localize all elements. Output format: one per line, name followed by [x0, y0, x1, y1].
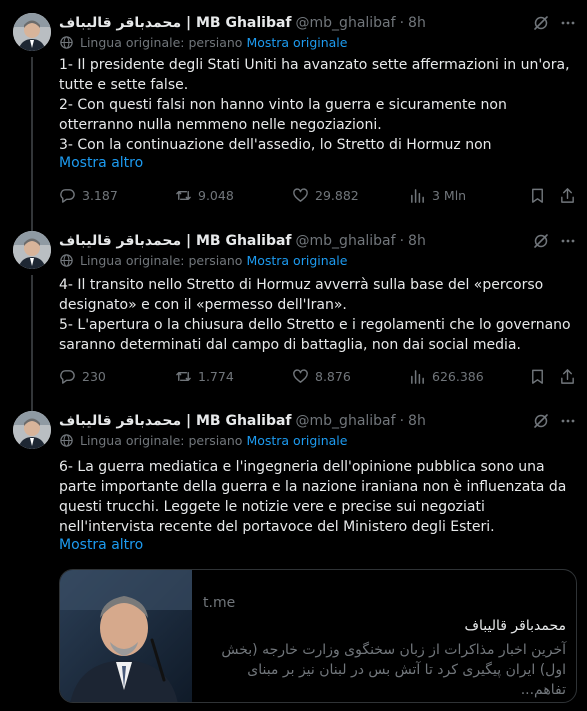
like-button[interactable] — [292, 187, 359, 204]
grok-icon[interactable] — [533, 413, 549, 429]
separator: · — [399, 15, 405, 31]
view-count: 626.386 — [432, 369, 484, 384]
author-name[interactable]: محمدباقر قالیباف | MB Ghalibaf — [59, 233, 292, 249]
original-language-label: Lingua originale: persiano — [80, 433, 243, 448]
repost-count: 9.048 — [198, 188, 234, 203]
reply-button[interactable] — [59, 368, 106, 385]
link-title: محمدباقر قالیباف — [464, 618, 566, 634]
tweet-text — [59, 55, 574, 155]
translation-notice — [59, 433, 347, 448]
avatar[interactable] — [13, 13, 51, 51]
author-name[interactable]: محمدباقر قالیباف | MB Ghalibaf — [59, 413, 292, 429]
repost-icon — [175, 368, 192, 385]
tweet-actions — [59, 187, 577, 207]
avatar[interactable] — [13, 231, 51, 269]
show-original-link[interactable]: Mostra originale — [246, 433, 348, 448]
like-count: 8.876 — [315, 369, 351, 384]
translation-notice — [59, 253, 347, 268]
author-handle[interactable]: @mb_ghalibaf — [295, 233, 396, 249]
reply-count: 3.187 — [82, 188, 118, 203]
thread-line — [31, 57, 33, 232]
tweet-paragraph: 2- Con questi falsi non hanno vinto la guerra e sicuramente non otterranno nulla nemmeno nelle negoziazioni. — [59, 97, 507, 133]
like-icon — [292, 368, 309, 385]
reply-icon — [59, 187, 76, 204]
repost-count: 1.774 — [198, 369, 234, 384]
reply-icon — [59, 368, 76, 385]
avatar[interactable] — [13, 411, 51, 449]
views-icon — [409, 187, 426, 204]
like-icon — [292, 187, 309, 204]
link-description: آخرین اخبار مذاکرات از زبان سخنگوی وزارت خارجه (بخش اول) ایران پیگیری کرد تا آتش بس در لبنان نیز بر مبنای تفاهم... — [221, 642, 566, 698]
bookmark-button[interactable] — [529, 368, 546, 385]
tweet-actions — [59, 368, 577, 388]
globe-icon — [59, 35, 74, 50]
grok-icon[interactable] — [533, 15, 549, 31]
tweet-header — [59, 411, 426, 431]
show-more-link[interactable]: Mostra altro — [59, 155, 144, 171]
repost-button[interactable] — [175, 187, 234, 204]
more-options-icon[interactable] — [560, 233, 576, 249]
grok-icon[interactable] — [533, 233, 549, 249]
author-name[interactable]: محمدباقر قالیباف | MB Ghalibaf — [59, 15, 292, 31]
globe-icon — [59, 253, 74, 268]
repost-button[interactable] — [175, 368, 234, 385]
timestamp[interactable]: 8h — [408, 15, 426, 31]
tweet-header — [59, 13, 426, 33]
share-icon — [559, 368, 576, 385]
views-icon — [409, 368, 426, 385]
author-handle[interactable]: @mb_ghalibaf — [295, 15, 396, 31]
views-button[interactable] — [409, 368, 484, 385]
show-original-link[interactable]: Mostra originale — [246, 253, 348, 268]
more-options-icon[interactable] — [560, 15, 576, 31]
original-language-label: Lingua originale: persiano — [80, 253, 243, 268]
author-handle[interactable]: @mb_ghalibaf — [295, 413, 396, 429]
link-preview-image — [60, 570, 192, 703]
original-language-label: Lingua originale: persiano — [80, 35, 243, 50]
share-button[interactable] — [559, 187, 576, 204]
translation-notice — [59, 35, 347, 50]
views-button[interactable] — [409, 187, 466, 204]
tweet-paragraph: 4- Il transito nello Stretto di Hormuz avverrà sulla base del «percorso designato» e con il «permesso dell'Iran». — [59, 277, 544, 313]
show-more-link[interactable]: Mostra altro — [59, 537, 144, 553]
link-preview-card[interactable] — [59, 569, 577, 703]
globe-icon — [59, 433, 74, 448]
tweet-text — [59, 275, 574, 355]
like-count: 29.882 — [315, 188, 359, 203]
tweet-text — [59, 457, 574, 537]
tweet-paragraph: 6- La guerra mediatica e l'ingegneria dell'opinione pubblica sono una parte importante della guerra e la nazione iraniana non è influenzata da questi trucchi. Leggete le notizie vere e precise sui negoziati nell'intervista recente del portavoce del Ministero degli Esteri. — [59, 459, 567, 535]
tweet-paragraph: 1- Il presidente degli Stati Uniti ha avanzato sette affermazioni in un'ora, tutte e sette false. — [59, 57, 570, 93]
tweet-header — [59, 231, 426, 251]
reply-count: 230 — [82, 369, 106, 384]
timestamp[interactable]: 8h — [408, 233, 426, 249]
tweet-paragraph: 3- Con la continuazione dell'assedio, lo Stretto di Hormuz non — [59, 137, 492, 153]
separator: · — [399, 413, 405, 429]
show-original-link[interactable]: Mostra originale — [246, 35, 348, 50]
tweet-paragraph: 5- L'apertura o la chiusura dello Stretto e i regolamenti che lo governano saranno determinati dal campo di battaglia, non dai social media. — [59, 317, 571, 353]
repost-icon — [175, 187, 192, 204]
separator: · — [399, 233, 405, 249]
share-button[interactable] — [559, 368, 576, 385]
share-icon — [559, 187, 576, 204]
like-button[interactable] — [292, 368, 351, 385]
reply-button[interactable] — [59, 187, 118, 204]
more-options-icon[interactable] — [560, 413, 576, 429]
bookmark-icon — [529, 187, 546, 204]
thread-line — [31, 275, 33, 411]
view-count: 3 Mln — [432, 188, 467, 203]
bookmark-button[interactable] — [529, 187, 546, 204]
timestamp[interactable]: 8h — [408, 413, 426, 429]
link-domain: t.me — [203, 595, 236, 611]
bookmark-icon — [529, 368, 546, 385]
